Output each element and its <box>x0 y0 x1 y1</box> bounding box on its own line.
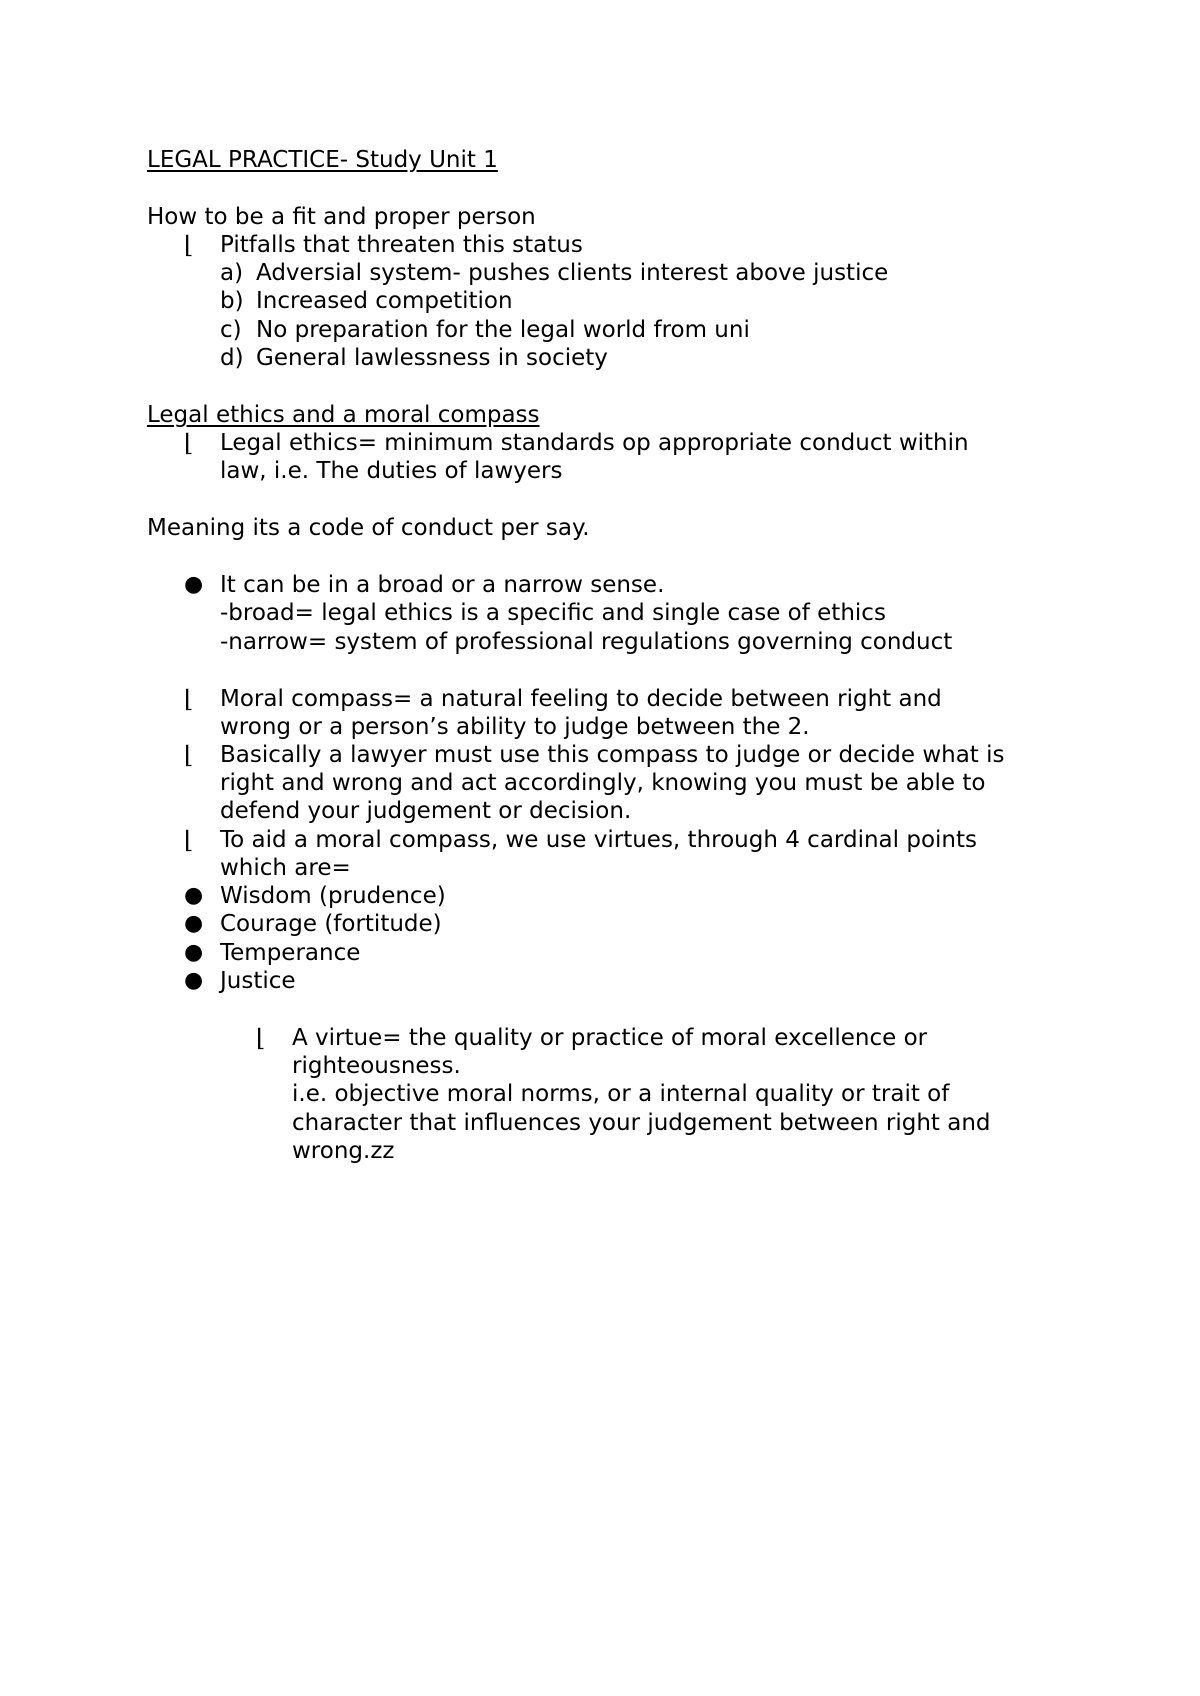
list-item: Increased competition <box>256 288 513 314</box>
virtues-intro-line: which are= <box>220 855 351 881</box>
broad-narrow-line: -narrow= system of professional regulations governing conduct <box>220 629 953 655</box>
page-title: LEGAL PRACTICE- Study Unit 1 <box>147 147 498 173</box>
bullet-icon: ● <box>184 572 204 597</box>
virtue-item: Temperance <box>220 940 361 966</box>
meaning-paragraph: Meaning its a code of conduct per say. <box>147 515 590 541</box>
virtue-item: Wisdom (prudence) <box>220 883 446 909</box>
bullet-icon: ● <box>184 911 204 936</box>
list-item: No preparation for the legal world from uni <box>256 317 750 343</box>
moral-compass-line: Moral compass= a natural feeling to decide between right and <box>220 686 942 712</box>
lawyer-compass-line: defend your judgement or decision. <box>220 798 632 824</box>
virtue-definition-line: righteousness. <box>292 1053 461 1079</box>
list-marker: c) <box>220 317 242 343</box>
legal-ethics-line: law, i.e. The duties of lawyers <box>220 458 563 484</box>
virtue-item: Justice <box>220 968 296 994</box>
arrow-bullet-icon: ⌊ <box>184 231 194 259</box>
arrow-bullet-icon: ⌊ <box>184 826 194 854</box>
pitfalls-item: Pitfalls that threaten this status <box>220 232 583 258</box>
bullet-icon: ● <box>184 940 204 965</box>
broad-narrow-line: It can be in a broad or a narrow sense. <box>220 572 665 598</box>
virtues-intro-line: To aid a moral compass, we use virtues, through 4 cardinal points <box>220 827 977 853</box>
list-marker: a) <box>220 260 244 286</box>
lawyer-compass-line: Basically a lawyer must use this compass to judge or decide what is <box>220 742 1005 768</box>
bullet-icon: ● <box>184 968 204 993</box>
list-marker: d) <box>220 345 244 371</box>
moral-compass-line: wrong or a person’s ability to judge between the 2. <box>220 714 810 740</box>
virtue-definition-line: i.e. objective moral norms, or a internal quality or trait of <box>292 1081 950 1107</box>
virtue-definition-line: wrong.zz <box>292 1138 395 1164</box>
virtue-definition-line: character that influences your judgement between right and <box>292 1110 991 1136</box>
virtue-item: Courage (fortitude) <box>220 911 442 937</box>
arrow-bullet-icon: ⌊ <box>184 741 194 769</box>
lawyer-compass-line: right and wrong and act accordingly, knowing you must be able to <box>220 770 986 796</box>
list-item: Adversial system- pushes clients interest above justice <box>256 260 889 286</box>
list-marker: b) <box>220 288 244 314</box>
virtue-definition-line: A virtue= the quality or practice of moral excellence or <box>292 1025 928 1051</box>
broad-narrow-line: -broad= legal ethics is a specific and single case of ethics <box>220 600 886 626</box>
arrow-bullet-icon: ⌊ <box>184 429 194 457</box>
section-heading-legal-ethics: Legal ethics and a moral compass <box>147 402 540 428</box>
bullet-icon: ● <box>184 883 204 908</box>
arrow-bullet-icon: ⌊ <box>184 685 194 713</box>
section-heading-fit-proper: How to be a fit and proper person <box>147 204 536 230</box>
arrow-bullet-icon: ⌊ <box>256 1024 266 1052</box>
list-item: General lawlessness in society <box>256 345 608 371</box>
legal-ethics-line: Legal ethics= minimum standards op appropriate conduct within <box>220 430 969 456</box>
